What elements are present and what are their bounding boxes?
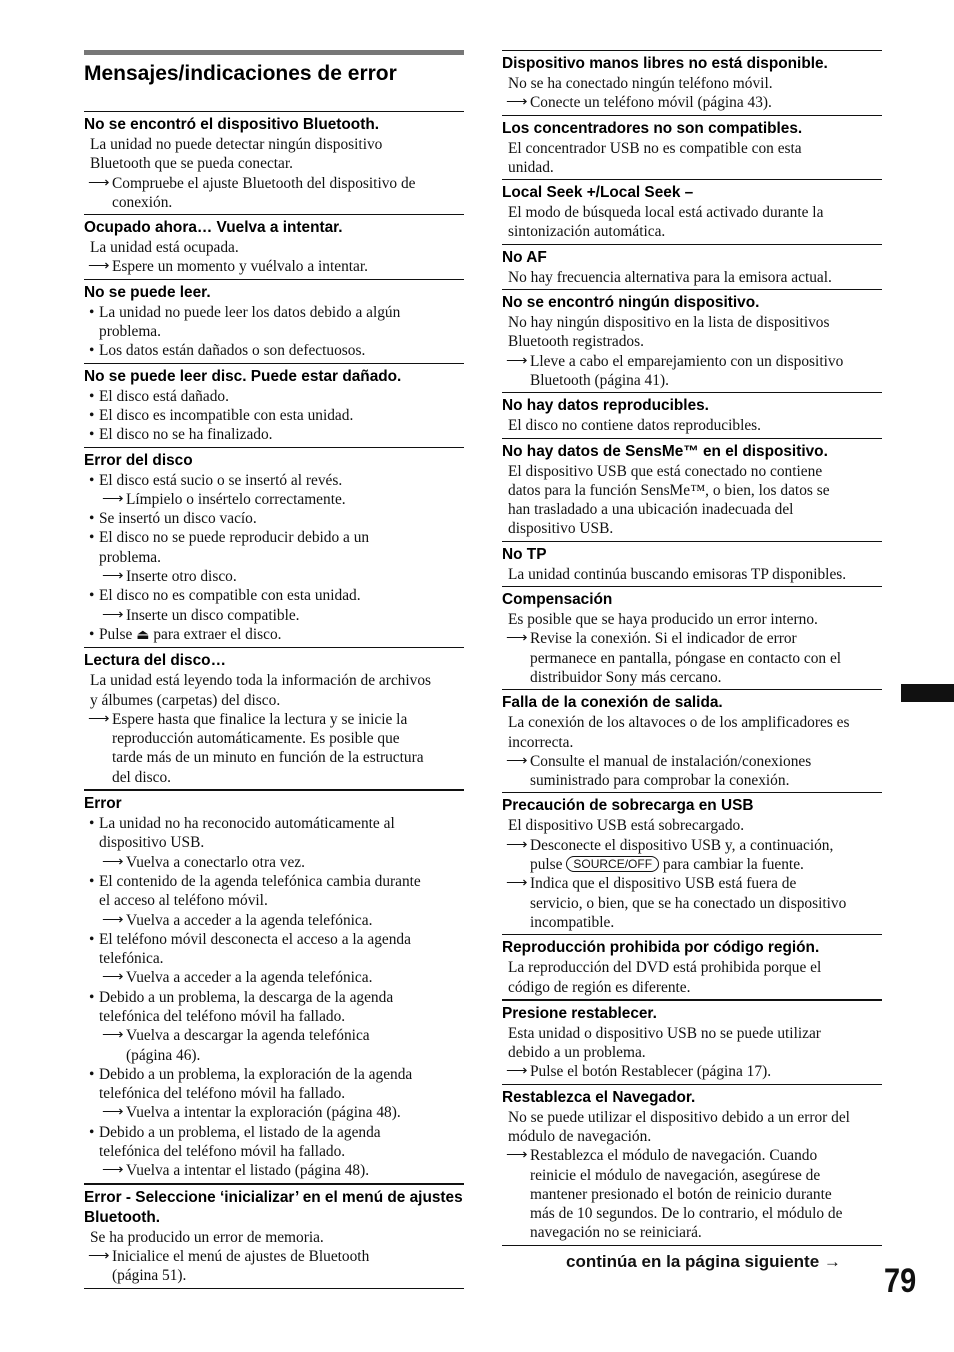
bullet-icon: • xyxy=(89,872,95,890)
remedy-text: Vuelva a acceder a la agenda telefónica. xyxy=(126,911,373,929)
remedy-text: distribuidor Sony más cercano. xyxy=(530,668,722,686)
bullet-icon: • xyxy=(89,930,95,948)
remedy-text: mantener presionado el botón de reinicio durante xyxy=(530,1185,832,1203)
remedy-line xyxy=(84,768,464,787)
message-entry xyxy=(84,279,464,363)
bullet-text: El disco está dañado. xyxy=(99,387,229,405)
left-entries xyxy=(84,111,464,1288)
bullet-item xyxy=(84,814,464,833)
arrow-icon: ⟶ xyxy=(506,836,528,853)
remedy-text: Espere un momento y vuélvalo a intentar. xyxy=(112,258,369,276)
bullet-item xyxy=(84,988,464,1007)
bullet-icon: • xyxy=(89,510,95,528)
remedy-text: Vuelva a descargar la agenda telefónica xyxy=(126,1027,370,1045)
message-text: Se ha producido un error de memoria. xyxy=(90,1228,324,1246)
message-text: La conexión de los altavoces o de los amplificadores es xyxy=(508,714,850,732)
bullet-item xyxy=(84,1065,464,1084)
message-text: La unidad está leyendo toda la información de archivos xyxy=(90,672,432,690)
message-text: debido a un problema. xyxy=(508,1044,646,1062)
message-text: datos para la función SensMe™, o bien, los datos se xyxy=(508,481,830,499)
message-title: No se encontró el dispositivo Bluetooth. xyxy=(84,116,380,133)
right-column xyxy=(502,50,882,1246)
bullet-text: El disco es incompatible con esta unidad. xyxy=(99,406,354,424)
bullet-text: telefónica. xyxy=(99,950,164,968)
bullet-item xyxy=(84,303,464,322)
remedy-line xyxy=(84,1266,464,1285)
message-text: han trasladado a una ubicación inadecuada del xyxy=(508,501,794,519)
message-text: No hay frecuencia alternativa para la emisora actual. xyxy=(508,268,832,286)
bullet-text: Los datos están dañados o son defectuosos. xyxy=(99,342,366,360)
bullet-icon: • xyxy=(89,988,95,1006)
remedy-text: Compruebe el ajuste Bluetooth del dispositivo de xyxy=(112,174,416,192)
message-title: Los concentradores no son compatibles. xyxy=(502,119,803,137)
bullet-item xyxy=(84,586,464,605)
bullet-text: El disco no se puede reproducir debido a un xyxy=(99,529,370,547)
remedy-line xyxy=(84,606,464,625)
message-title: Lectura del disco… xyxy=(84,652,226,670)
remedy-line xyxy=(502,629,882,648)
remedy-line xyxy=(502,1062,882,1081)
message-text: El modo de búsqueda local está activado durante la xyxy=(508,204,824,222)
bullet-icon: • xyxy=(89,406,95,424)
remedy-line xyxy=(502,913,882,932)
page-title: Mensajes/indicaciones de error xyxy=(84,62,397,85)
message-title: No TP xyxy=(502,545,547,563)
bullet-text: El disco está sucio o se insertó al revés. xyxy=(99,471,343,489)
arrow-icon: ⟶ xyxy=(506,352,528,369)
bullet-item xyxy=(84,425,464,444)
bullet-icon: • xyxy=(89,587,95,605)
bullet-icon: • xyxy=(89,426,95,444)
message-text: Bluetooth registrados. xyxy=(508,333,644,351)
bullet-item xyxy=(84,1123,464,1142)
message-title: Falla de la conexión de salida. xyxy=(502,694,723,712)
bullet-icon: • xyxy=(89,471,95,489)
arrow-icon: ⟶ xyxy=(88,174,110,191)
arrow-icon: ⟶ xyxy=(506,752,528,769)
bullet-item xyxy=(84,1007,464,1026)
message-text: La unidad no puede detectar ningún dispositivo xyxy=(90,136,383,153)
remedy-text: Desconecte el dispositivo USB y, a continuación, xyxy=(530,836,834,854)
bullet-text: Pulse xyxy=(99,625,133,643)
remedy-line xyxy=(502,1204,882,1223)
remedy-text: conexión. xyxy=(112,193,173,211)
right-bottom-rule xyxy=(502,1245,882,1246)
bullet-text: Debido a un problema, el listado de la agenda xyxy=(99,1123,381,1141)
remedy-text: reinicie el módulo de navegación, asegúrese de xyxy=(530,1166,821,1184)
message-title: Precaución de sobrecarga en USB xyxy=(502,797,754,815)
bullet-item xyxy=(84,833,464,852)
message-entry xyxy=(84,447,464,648)
bullet-item xyxy=(84,548,464,567)
remedy-text: suministrado para comprobar la conexión. xyxy=(530,772,790,790)
arrow-icon: ⟶ xyxy=(102,1162,124,1179)
message-title: No hay datos reproducibles. xyxy=(502,397,709,415)
bullet-text: telefónica del teléfono móvil ha fallado. xyxy=(99,1085,346,1103)
remedy-line xyxy=(502,855,882,874)
bullet-text: problema. xyxy=(99,548,161,566)
bullet-text: el acceso al teléfono móvil. xyxy=(99,892,268,910)
arrow-icon: ⟶ xyxy=(102,969,124,986)
remedy-line xyxy=(502,93,882,112)
remedy-text: (página 46). xyxy=(126,1046,201,1064)
bullet-item xyxy=(84,891,464,910)
message-text: No se ha conectado ningún teléfono móvil. xyxy=(508,75,773,92)
message-title: Ocupado ahora… Vuelva a intentar. xyxy=(84,219,343,237)
remedy-line xyxy=(502,1166,882,1185)
remedy-line xyxy=(84,853,464,872)
message-entry xyxy=(502,50,882,115)
remedy-line xyxy=(84,193,464,212)
bullet-text: para extraer el disco. xyxy=(153,625,282,643)
arrow-icon: ⟶ xyxy=(102,606,124,623)
bullet-text: El contenido de la agenda telefónica cambia durante xyxy=(99,872,421,890)
bullet-text: telefónica del teléfono móvil ha fallado. xyxy=(99,1007,346,1025)
left-bottom-rule xyxy=(84,1288,464,1289)
remedy-line xyxy=(502,1185,882,1204)
bullet-item xyxy=(84,387,464,406)
message-title: No se puede leer disc. Puede estar dañado. xyxy=(84,367,402,385)
continue-note: continúa en la página siguiente → xyxy=(566,1252,841,1271)
remedy-line xyxy=(502,752,882,771)
left-column xyxy=(84,50,464,1289)
bullet-text: La unidad no ha reconocido automáticamente al xyxy=(99,815,395,833)
arrow-icon: ⟶ xyxy=(506,1147,528,1164)
message-entry xyxy=(502,438,882,541)
bullet-text: Debido a un problema, la exploración de la agenda xyxy=(99,1065,413,1083)
remedy-line xyxy=(84,490,464,509)
message-text: No hay ningún dispositivo en la lista de dispositivos xyxy=(508,314,830,332)
remedy-text: Bluetooth (página 41). xyxy=(530,371,669,389)
source-off-button-label: SOURCE/OFF xyxy=(566,856,659,872)
bullet-icon: • xyxy=(89,625,95,643)
bullet-item xyxy=(84,625,464,645)
remedy-text: del disco. xyxy=(112,768,171,786)
bullet-text: La unidad no puede leer los datos debido a algún xyxy=(99,303,401,321)
message-text: La unidad continúa buscando emisoras TP disponibles. xyxy=(508,565,847,583)
message-text: dispositivo USB. xyxy=(508,520,614,538)
remedy-text: tarde más de un minuto en función de la estructura xyxy=(112,749,424,767)
bullet-icon: • xyxy=(89,529,95,547)
remedy-line xyxy=(84,911,464,930)
remedy-text: para cambiar la fuente. xyxy=(662,856,804,874)
message-text: El dispositivo USB que está conectado no contiene xyxy=(508,462,823,480)
remedy-line xyxy=(84,1026,464,1045)
bullet-text: El disco no es compatible con esta unidad. xyxy=(99,587,361,605)
remedy-text: Inserte otro disco. xyxy=(126,568,237,586)
message-entry xyxy=(502,244,882,289)
message-title: No AF xyxy=(502,248,547,266)
message-title: Compensación xyxy=(502,591,613,609)
bullet-icon: • xyxy=(89,815,95,833)
message-title: No se puede leer. xyxy=(84,283,211,301)
bullet-icon: • xyxy=(89,342,95,360)
message-text: No se puede utilizar el dispositivo debido a un error del xyxy=(508,1108,850,1126)
message-title: Reproducción prohibida por código región. xyxy=(502,939,820,957)
message-title: Restablezca el Navegador. xyxy=(502,1088,696,1106)
message-title: Dispositivo manos libres no está disponible. xyxy=(502,55,828,72)
message-entry xyxy=(502,179,882,244)
remedy-text: Lleve a cabo el emparejamiento con un dispositivo xyxy=(530,352,844,370)
bullet-item xyxy=(84,528,464,547)
bullet-item xyxy=(84,872,464,891)
message-entry xyxy=(84,214,464,279)
eject-icon: ⏏ xyxy=(136,627,150,643)
message-title: No hay datos de SensMe™ en el dispositivo. xyxy=(502,442,828,460)
arrow-icon: ⟶ xyxy=(102,911,124,928)
bullet-text: problema. xyxy=(99,323,161,341)
bullet-icon: • xyxy=(89,1065,95,1083)
message-text: Bluetooth que se pueda conectar. xyxy=(90,155,294,173)
message-text: módulo de navegación. xyxy=(508,1127,652,1145)
arrow-icon: ⟶ xyxy=(506,875,528,892)
remedy-text: más de 10 segundos. De lo contrario, el módulo de xyxy=(530,1205,843,1223)
arrow-icon: ⟶ xyxy=(88,710,110,727)
arrow-icon: ⟶ xyxy=(506,94,528,111)
remedy-text: Vuelva a conectarlo otra vez. xyxy=(126,853,305,871)
message-entry xyxy=(502,289,882,392)
remedy-text: navegación no se reiniciará. xyxy=(530,1224,702,1242)
remedy-line xyxy=(84,748,464,767)
remedy-text: Pulse el botón Restablecer (página 17). xyxy=(530,1063,772,1081)
message-entry xyxy=(84,363,464,447)
remedy-text: Consulte el manual de instalación/conexiones xyxy=(530,752,812,770)
remedy-line xyxy=(502,352,882,371)
remedy-text: Vuelva a intentar el listado (página 48). xyxy=(126,1162,370,1180)
message-text: El dispositivo USB está sobrecargado. xyxy=(508,817,745,835)
bullet-text: El teléfono móvil desconecta el acceso a la agenda xyxy=(99,930,411,948)
arrow-icon: ⟶ xyxy=(88,1247,110,1264)
remedy-text: Inicialice el menú de ajustes de Bluetooth xyxy=(112,1247,370,1265)
remedy-text: Límpielo o insértelo correctamente. xyxy=(126,490,346,508)
remedy-text: permanece en pantalla, póngase en contacto con el xyxy=(530,649,842,667)
bullet-item xyxy=(84,949,464,968)
remedy-text: Restablezca el módulo de navegación. Cuando xyxy=(530,1147,818,1165)
remedy-text: pulse xyxy=(530,856,563,874)
remedy-text: Vuelva a intentar la exploración (página 48). xyxy=(126,1104,401,1122)
bullet-text: El disco no se ha finalizado. xyxy=(99,426,273,444)
message-entry xyxy=(502,392,882,437)
section-tab-marker xyxy=(901,684,954,702)
message-text: unidad. xyxy=(508,158,554,176)
message-title: Presione restablecer. xyxy=(502,1004,657,1022)
bullet-text: telefónica del teléfono móvil ha fallado. xyxy=(99,1143,346,1161)
remedy-line xyxy=(502,836,882,855)
bullet-item xyxy=(84,322,464,341)
message-entry xyxy=(84,1183,464,1288)
message-text: La reproducción del DVD está prohibida porque el xyxy=(508,959,822,977)
remedy-line xyxy=(502,1223,882,1242)
remedy-line xyxy=(84,1046,464,1065)
remedy-line xyxy=(502,894,882,913)
message-entry xyxy=(84,647,464,789)
remedy-text: Espere hasta que finalice la lectura y se inicie la xyxy=(112,710,408,728)
message-entry xyxy=(502,541,882,586)
remedy-line xyxy=(502,371,882,390)
bullet-text: Debido a un problema, la descarga de la agenda xyxy=(99,988,394,1006)
remedy-line xyxy=(84,567,464,586)
message-text: El disco no contiene datos reproducibles. xyxy=(508,417,762,435)
message-entry xyxy=(502,1084,882,1245)
remedy-line xyxy=(502,874,882,893)
remedy-text: incompatible. xyxy=(530,913,615,931)
remedy-text: reproducción automáticamente. Es posible que xyxy=(112,730,400,748)
message-entry xyxy=(502,792,882,934)
title-rule xyxy=(84,50,464,55)
bullet-item xyxy=(84,930,464,949)
message-entry xyxy=(502,586,882,689)
remedy-text: Vuelva a acceder a la agenda telefónica. xyxy=(126,969,373,987)
remedy-line xyxy=(84,1103,464,1122)
remedy-text: (página 51). xyxy=(112,1267,187,1285)
bullet-item xyxy=(84,1142,464,1161)
remedy-line xyxy=(84,174,464,193)
arrow-icon: ⟶ xyxy=(506,630,528,647)
message-text: y álbumes (carpetas) del disco. xyxy=(90,691,281,709)
remedy-line xyxy=(84,710,464,729)
bullet-item xyxy=(84,406,464,425)
bullet-text: dispositivo USB. xyxy=(99,834,205,852)
message-title: No se encontró ningún dispositivo. xyxy=(502,294,760,312)
right-entries xyxy=(502,50,882,1245)
remedy-line xyxy=(502,668,882,687)
bullet-icon: • xyxy=(89,303,95,321)
message-text: Es posible que se haya producido un error interno. xyxy=(508,611,818,629)
message-text: incorrecta. xyxy=(508,733,574,751)
message-entry xyxy=(502,934,882,999)
bullet-text: Se insertó un disco vacío. xyxy=(99,510,257,528)
message-entry xyxy=(502,115,882,180)
remedy-line xyxy=(502,649,882,668)
remedy-line xyxy=(84,729,464,748)
arrow-icon: ⟶ xyxy=(102,568,124,585)
bullet-item xyxy=(84,509,464,528)
remedy-text: servicio, o bien, que se ha conectado un dispositivo xyxy=(530,894,847,912)
message-text: Esta unidad o dispositivo USB no se puede utilizar xyxy=(508,1024,821,1042)
message-title: Error del disco xyxy=(84,451,193,469)
remedy-line xyxy=(84,257,464,276)
arrow-icon: ⟶ xyxy=(102,853,124,870)
remedy-text: Conecte un teléfono móvil (página 43). xyxy=(530,94,772,112)
remedy-line xyxy=(84,968,464,987)
remedy-line xyxy=(84,1161,464,1180)
message-title: Local Seek +/Local Seek – xyxy=(502,184,694,202)
arrow-icon: ⟶ xyxy=(102,490,124,507)
message-text: La unidad está ocupada. xyxy=(90,239,239,257)
remedy-line xyxy=(502,771,882,790)
arrow-icon: ⟶ xyxy=(102,1027,124,1044)
remedy-text: Inserte un disco compatible. xyxy=(126,606,300,624)
arrow-icon: ⟶ xyxy=(506,1063,528,1080)
bullet-item xyxy=(84,471,464,490)
message-entry xyxy=(84,789,464,1183)
message-entry xyxy=(84,111,464,214)
bullet-icon: • xyxy=(89,1123,95,1141)
bullet-icon: • xyxy=(89,387,95,405)
remedy-line xyxy=(84,1247,464,1266)
message-text: sintonización automática. xyxy=(508,223,666,241)
message-text: El concentrador USB no es compatible con esta xyxy=(508,139,802,157)
message-title: Error xyxy=(84,795,122,813)
page-number: 79 xyxy=(884,1262,917,1300)
remedy-text: Revise la conexión. Si el indicador de error xyxy=(530,630,797,648)
message-title: Error - Seleccione ‘inicializar’ en el menú de ajustes Bluetooth. xyxy=(84,1188,463,1226)
arrow-icon: ⟶ xyxy=(102,1104,124,1121)
message-text: código de región es diferente. xyxy=(508,978,691,996)
remedy-line xyxy=(502,1146,882,1165)
arrow-icon: ⟶ xyxy=(88,258,110,275)
message-entry xyxy=(502,999,882,1084)
message-entry xyxy=(502,689,882,792)
remedy-text: Indica que el dispositivo USB está fuera de xyxy=(530,875,797,893)
bullet-item xyxy=(84,1084,464,1103)
bullet-item xyxy=(84,341,464,360)
